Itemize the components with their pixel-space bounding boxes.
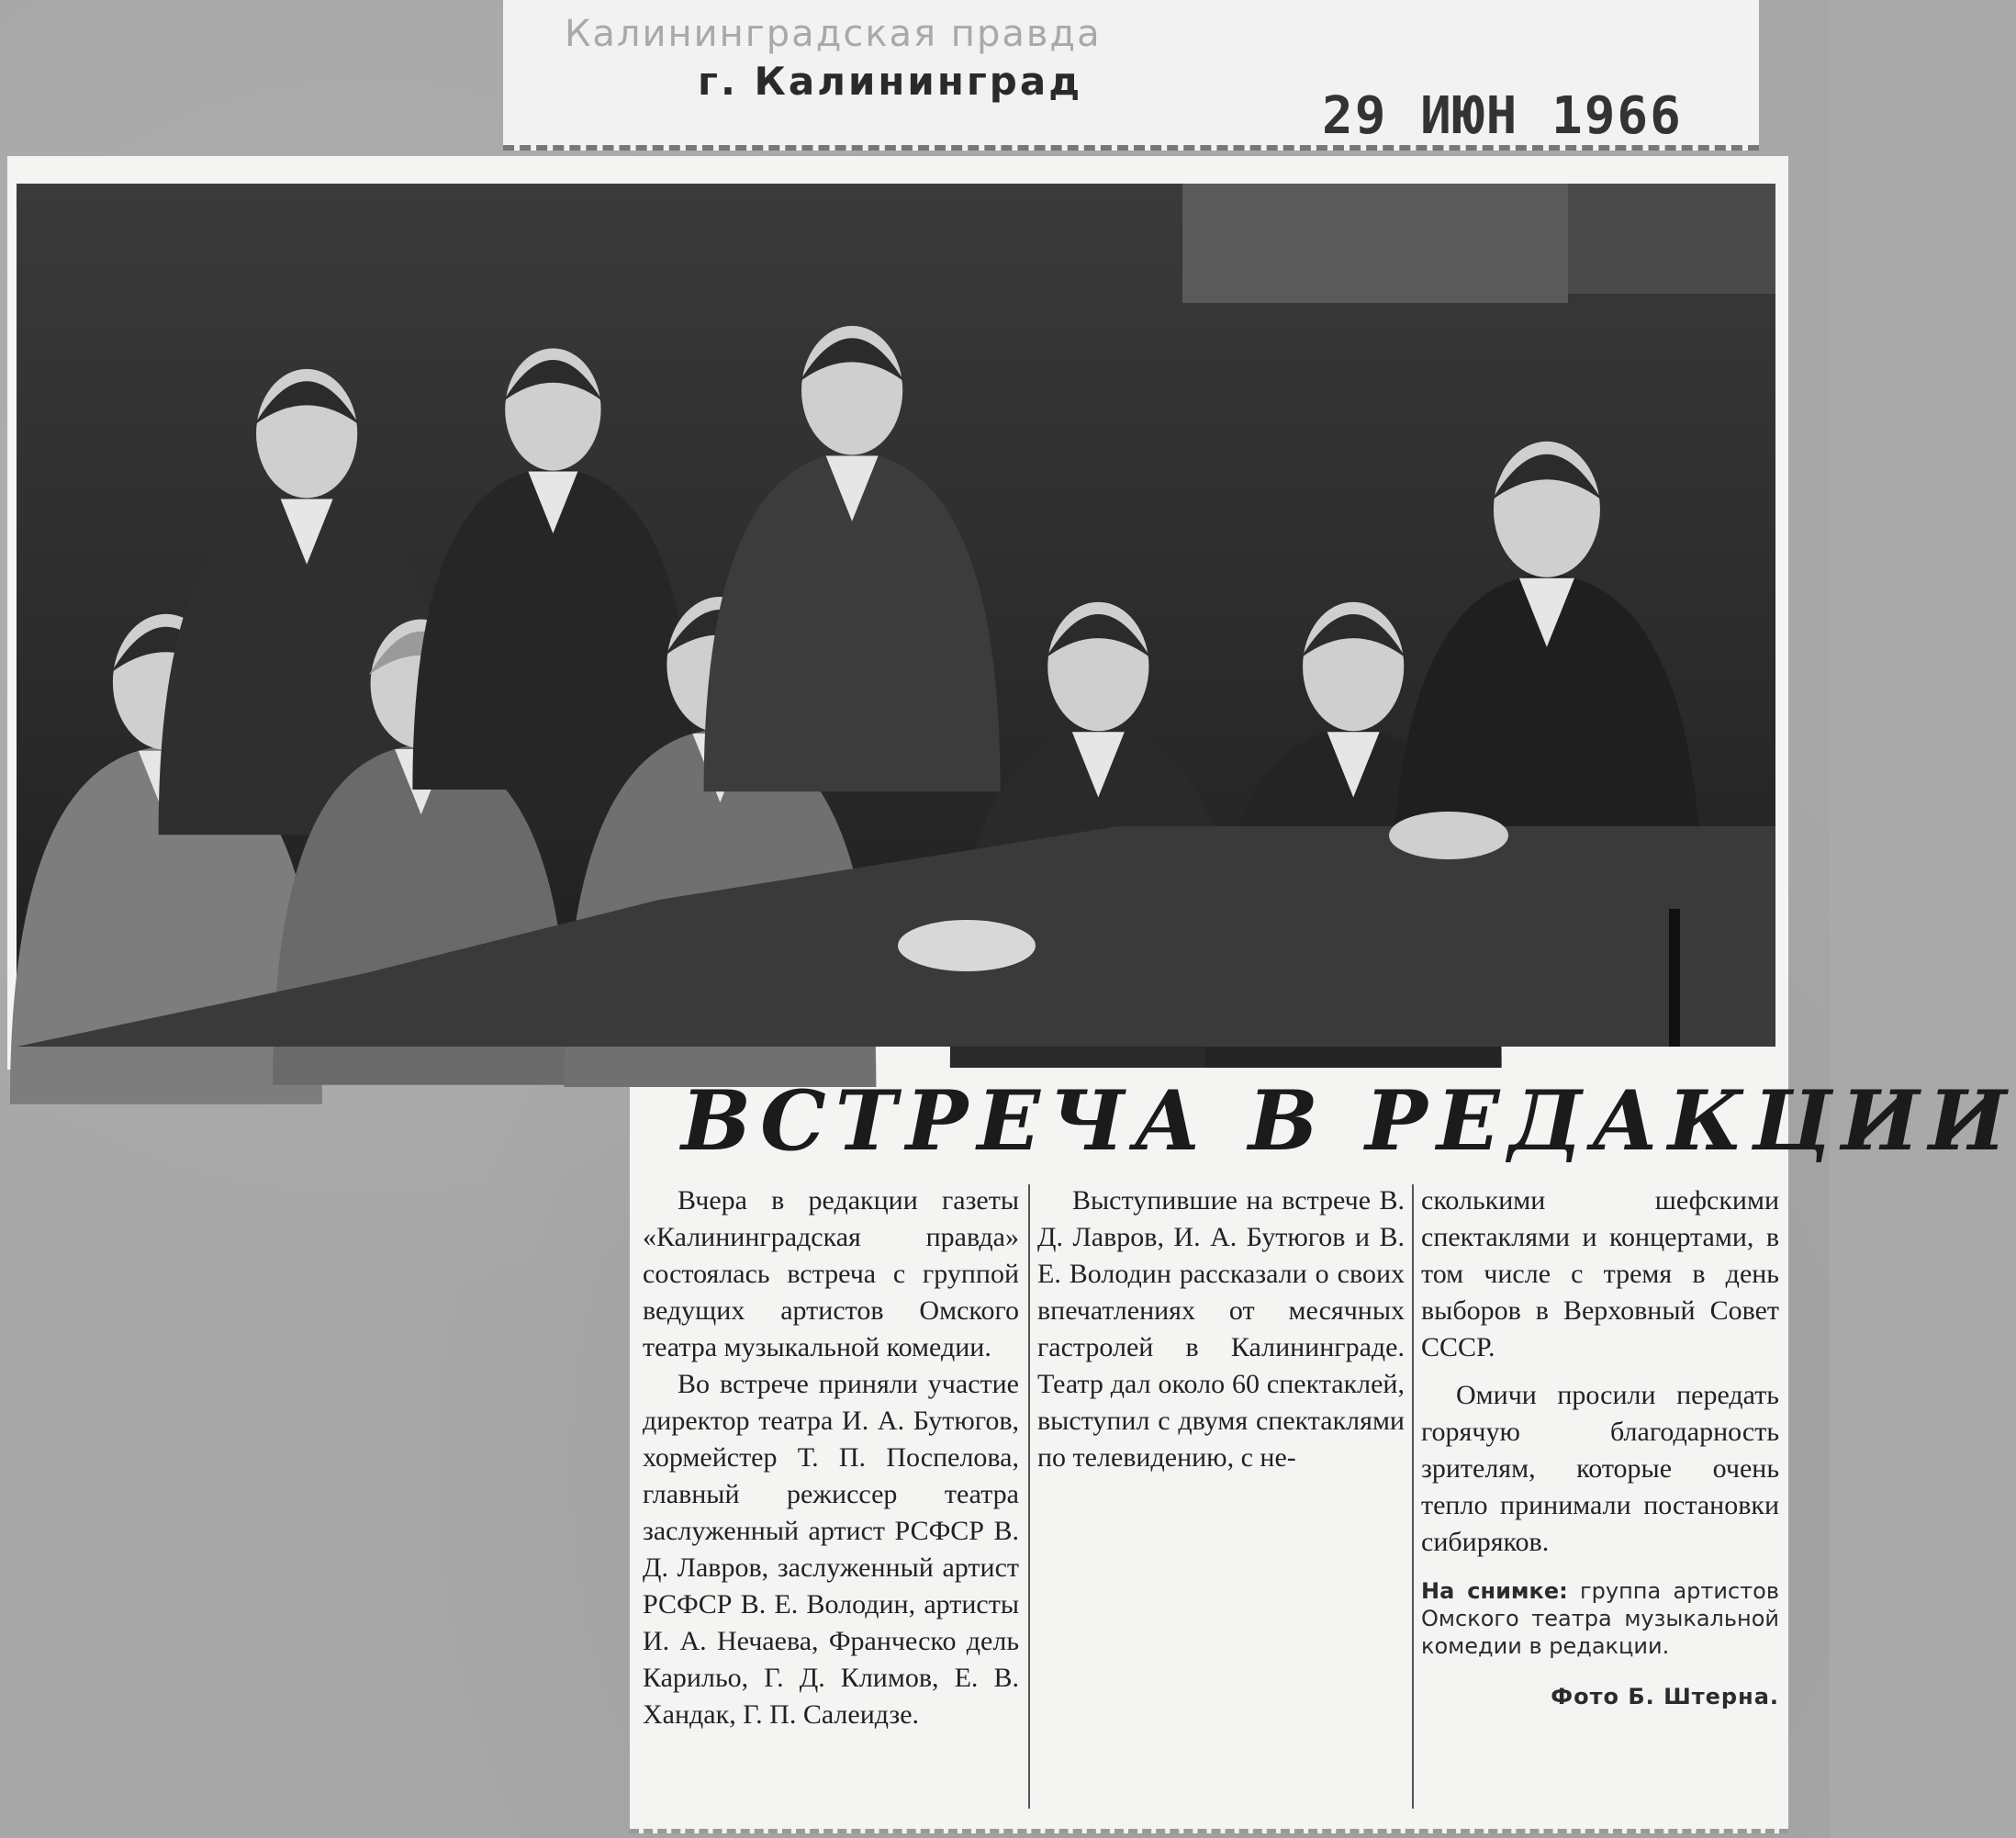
photo-background-panel [1182, 184, 1568, 303]
article-paragraph-4: сколькими шефскими спектаклями и концертами, в том числе с тремя в день выборов в Верховный Совет СССР. [1421, 1185, 1779, 1362]
article-paragraph-5: Омичи просили передать горячую благодарность зрителям, которые очень тепло принимали постановки сибиряков. [1421, 1380, 1779, 1557]
article-paragraph-3-visible: Выступившие на встрече В. Д. Лавров, И. А. Бутюгов и В. Е. Володин рассказали о своих впечатлениях от месячных гастролей в Калининграде. Театр дал около 60 спектаклей, выступил с двумя спектаклями по телевидению, с не- [1037, 1185, 1405, 1473]
column-divider-2 [1412, 1184, 1414, 1809]
date-stamp: 29 ИЮН 1966 [1322, 86, 1683, 146]
photo-table-leg [1669, 909, 1680, 1047]
article-paragraph-1: Вчера в редакции газеты «Калининградская правда» состоялась встреча с группой ведущих артистов Омского театра музыкальной комедии. [643, 1185, 1019, 1362]
photo-caption [1421, 1577, 1779, 1660]
photo-credit: Фото Б. Штерна. [1551, 1684, 1779, 1709]
article-column-2 [1037, 1182, 1405, 1476]
photo-caption-text: группа артистов Омского театра музыкальной комедии в редакции. [1421, 1578, 1779, 1659]
newspaper-name: Калининградская правда [565, 13, 1102, 55]
article-paragraph-2-part: Во встрече приняли участие директор театра И. А. Бутюгов, хормейстер Т. П. Поспелова, главный режиссер театра заслуженный артист РСФСР В. Д. Лавров, заслуженный артист РСФСР В. Е. Володин, артисты И. А. Нечаева, Франческо дель Карильо, Г. Д. Климов, Е. В. Хандак, Г. П. Салеидзе. [643, 1369, 1019, 1730]
group-photo [17, 184, 1775, 1047]
article-column-1 [643, 1182, 1019, 1733]
photo-flowers-left [898, 920, 1036, 971]
article-headline: ВСТРЕЧА В РЕДАКЦИИ [681, 1072, 2016, 1170]
photo-flowers-right [1389, 812, 1508, 859]
column-divider-1 [1028, 1184, 1030, 1809]
city-name: г. Калининград [698, 59, 1083, 104]
group-photo-illustration [17, 184, 1775, 1047]
photo-background-window [1568, 184, 1775, 294]
article-column-3 [1421, 1182, 1779, 1715]
photo-caption-lead: На снимке: [1421, 1578, 1568, 1604]
